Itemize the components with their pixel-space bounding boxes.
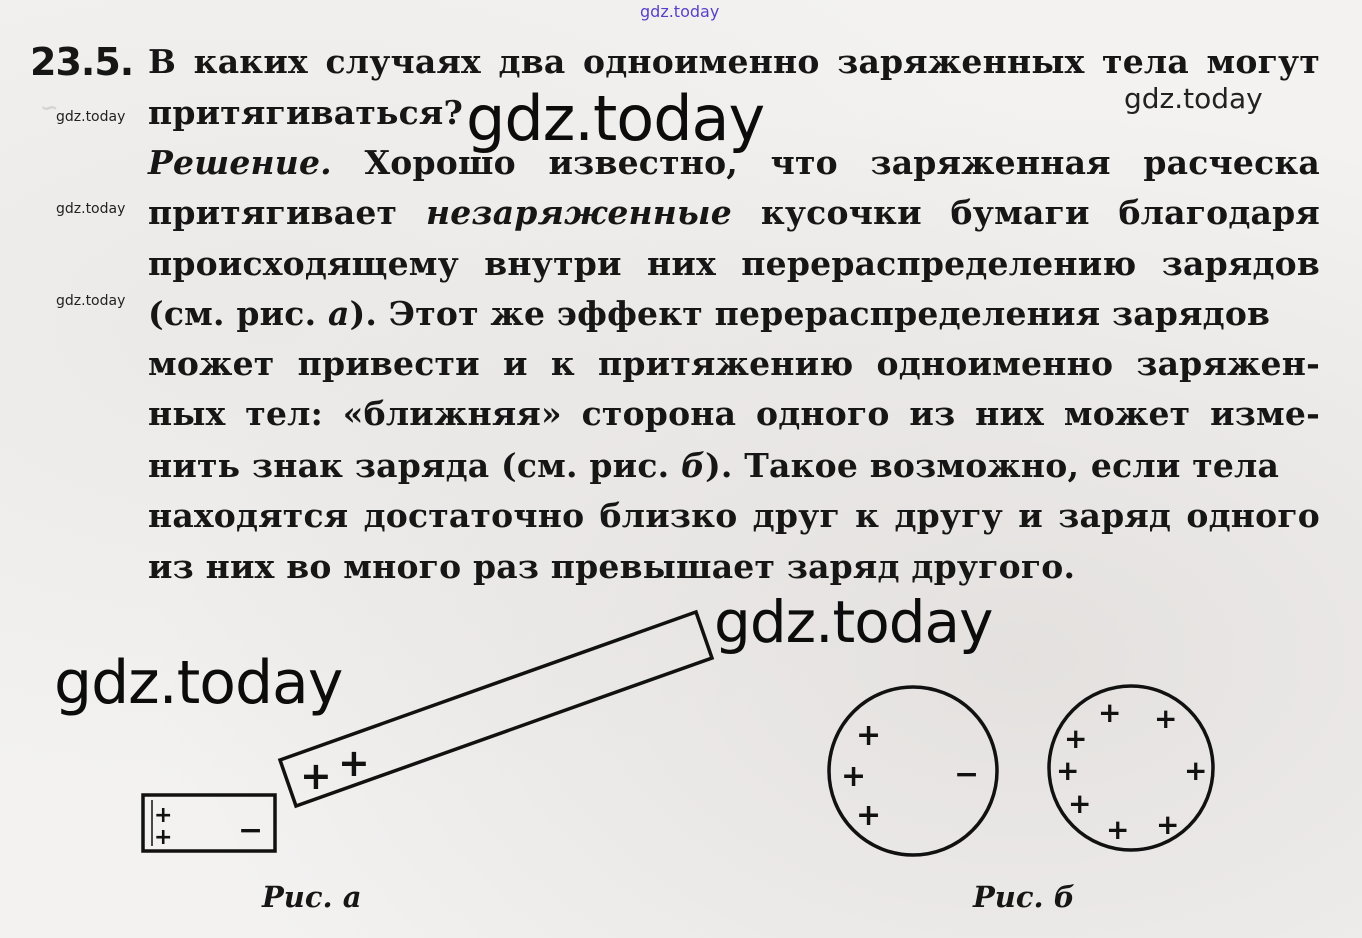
solution-text: Хорошо известно, что заряженная расческа (364, 143, 1320, 182)
solution-text: ). Этот же эффект перераспределения зарядов (349, 294, 1271, 333)
right-sphere-plus: + (1154, 702, 1178, 735)
right-sphere-plus: + (1156, 808, 1180, 841)
solution-line-9: из них во много раз превышает заряд другого. (148, 547, 1076, 586)
comb-charge-plus: + (300, 754, 332, 798)
figure-reference-b: б (681, 446, 706, 485)
right-sphere-plus: + (1064, 722, 1088, 755)
comb-charge-plus: + (338, 741, 370, 785)
paper-charge-plus: + (154, 803, 173, 828)
solution-emphasis: незаряженные (426, 193, 733, 232)
solution-line-6: ных тел: «ближняя» сторона одного из них может изме- (148, 394, 1320, 433)
paper-charge-minus: − (238, 813, 264, 848)
figure-caption-b: Рис. б (973, 880, 1075, 914)
right-sphere-plus: + (1106, 813, 1130, 846)
solution-label: Решение. (148, 143, 332, 182)
question-line-2: притягиваться? (148, 93, 463, 132)
solution-text: кусочки бумаги благодаря (760, 193, 1320, 232)
watermark-large: gdz.today (54, 648, 343, 718)
watermark-small: gdz.today (56, 109, 126, 125)
figure-caption-a: Рис. а (262, 880, 362, 914)
solution-text: нить знак заряда (см. рис. (148, 446, 670, 485)
problem-number: 23.5. (30, 40, 134, 84)
watermark-large: gdz.today (714, 588, 993, 656)
solution-line-8: находятся достаточно близко друг к другу и заряд одного (148, 496, 1320, 535)
left-sphere-plus: + (856, 718, 882, 753)
left-sphere-minus: − (954, 757, 980, 792)
watermark-small: gdz.today (56, 293, 126, 309)
watermark-large: gdz.today (466, 82, 765, 155)
watermark-small: gdz.today (1124, 82, 1263, 115)
right-sphere-plus: + (1098, 696, 1122, 729)
right-sphere-plus: + (1068, 787, 1092, 820)
left-sphere-plus: + (841, 759, 867, 794)
solution-text: ). Такое возможно, если тела (705, 446, 1280, 485)
bleed-through-text: ~ (40, 95, 59, 121)
right-sphere-plus: + (1056, 754, 1080, 787)
watermark-small: gdz.today (56, 201, 126, 217)
figure-reference-a: а (328, 294, 350, 333)
right-sphere-plus: + (1184, 754, 1208, 787)
solution-line-5: может привести и к притяжению одноименно заряжен- (148, 344, 1320, 383)
question-line-1: В каких случаях два одноименно заряженных тела могут (148, 42, 1320, 81)
left-sphere-plus: + (856, 798, 882, 833)
solution-text: притягивает (148, 193, 398, 232)
solution-text: (см. рис. (148, 294, 317, 333)
top-watermark: gdz.today (640, 2, 720, 21)
solution-line-3: происходящему внутри них перераспределению зарядов (148, 244, 1320, 283)
paper-charge-plus: + (154, 825, 173, 850)
